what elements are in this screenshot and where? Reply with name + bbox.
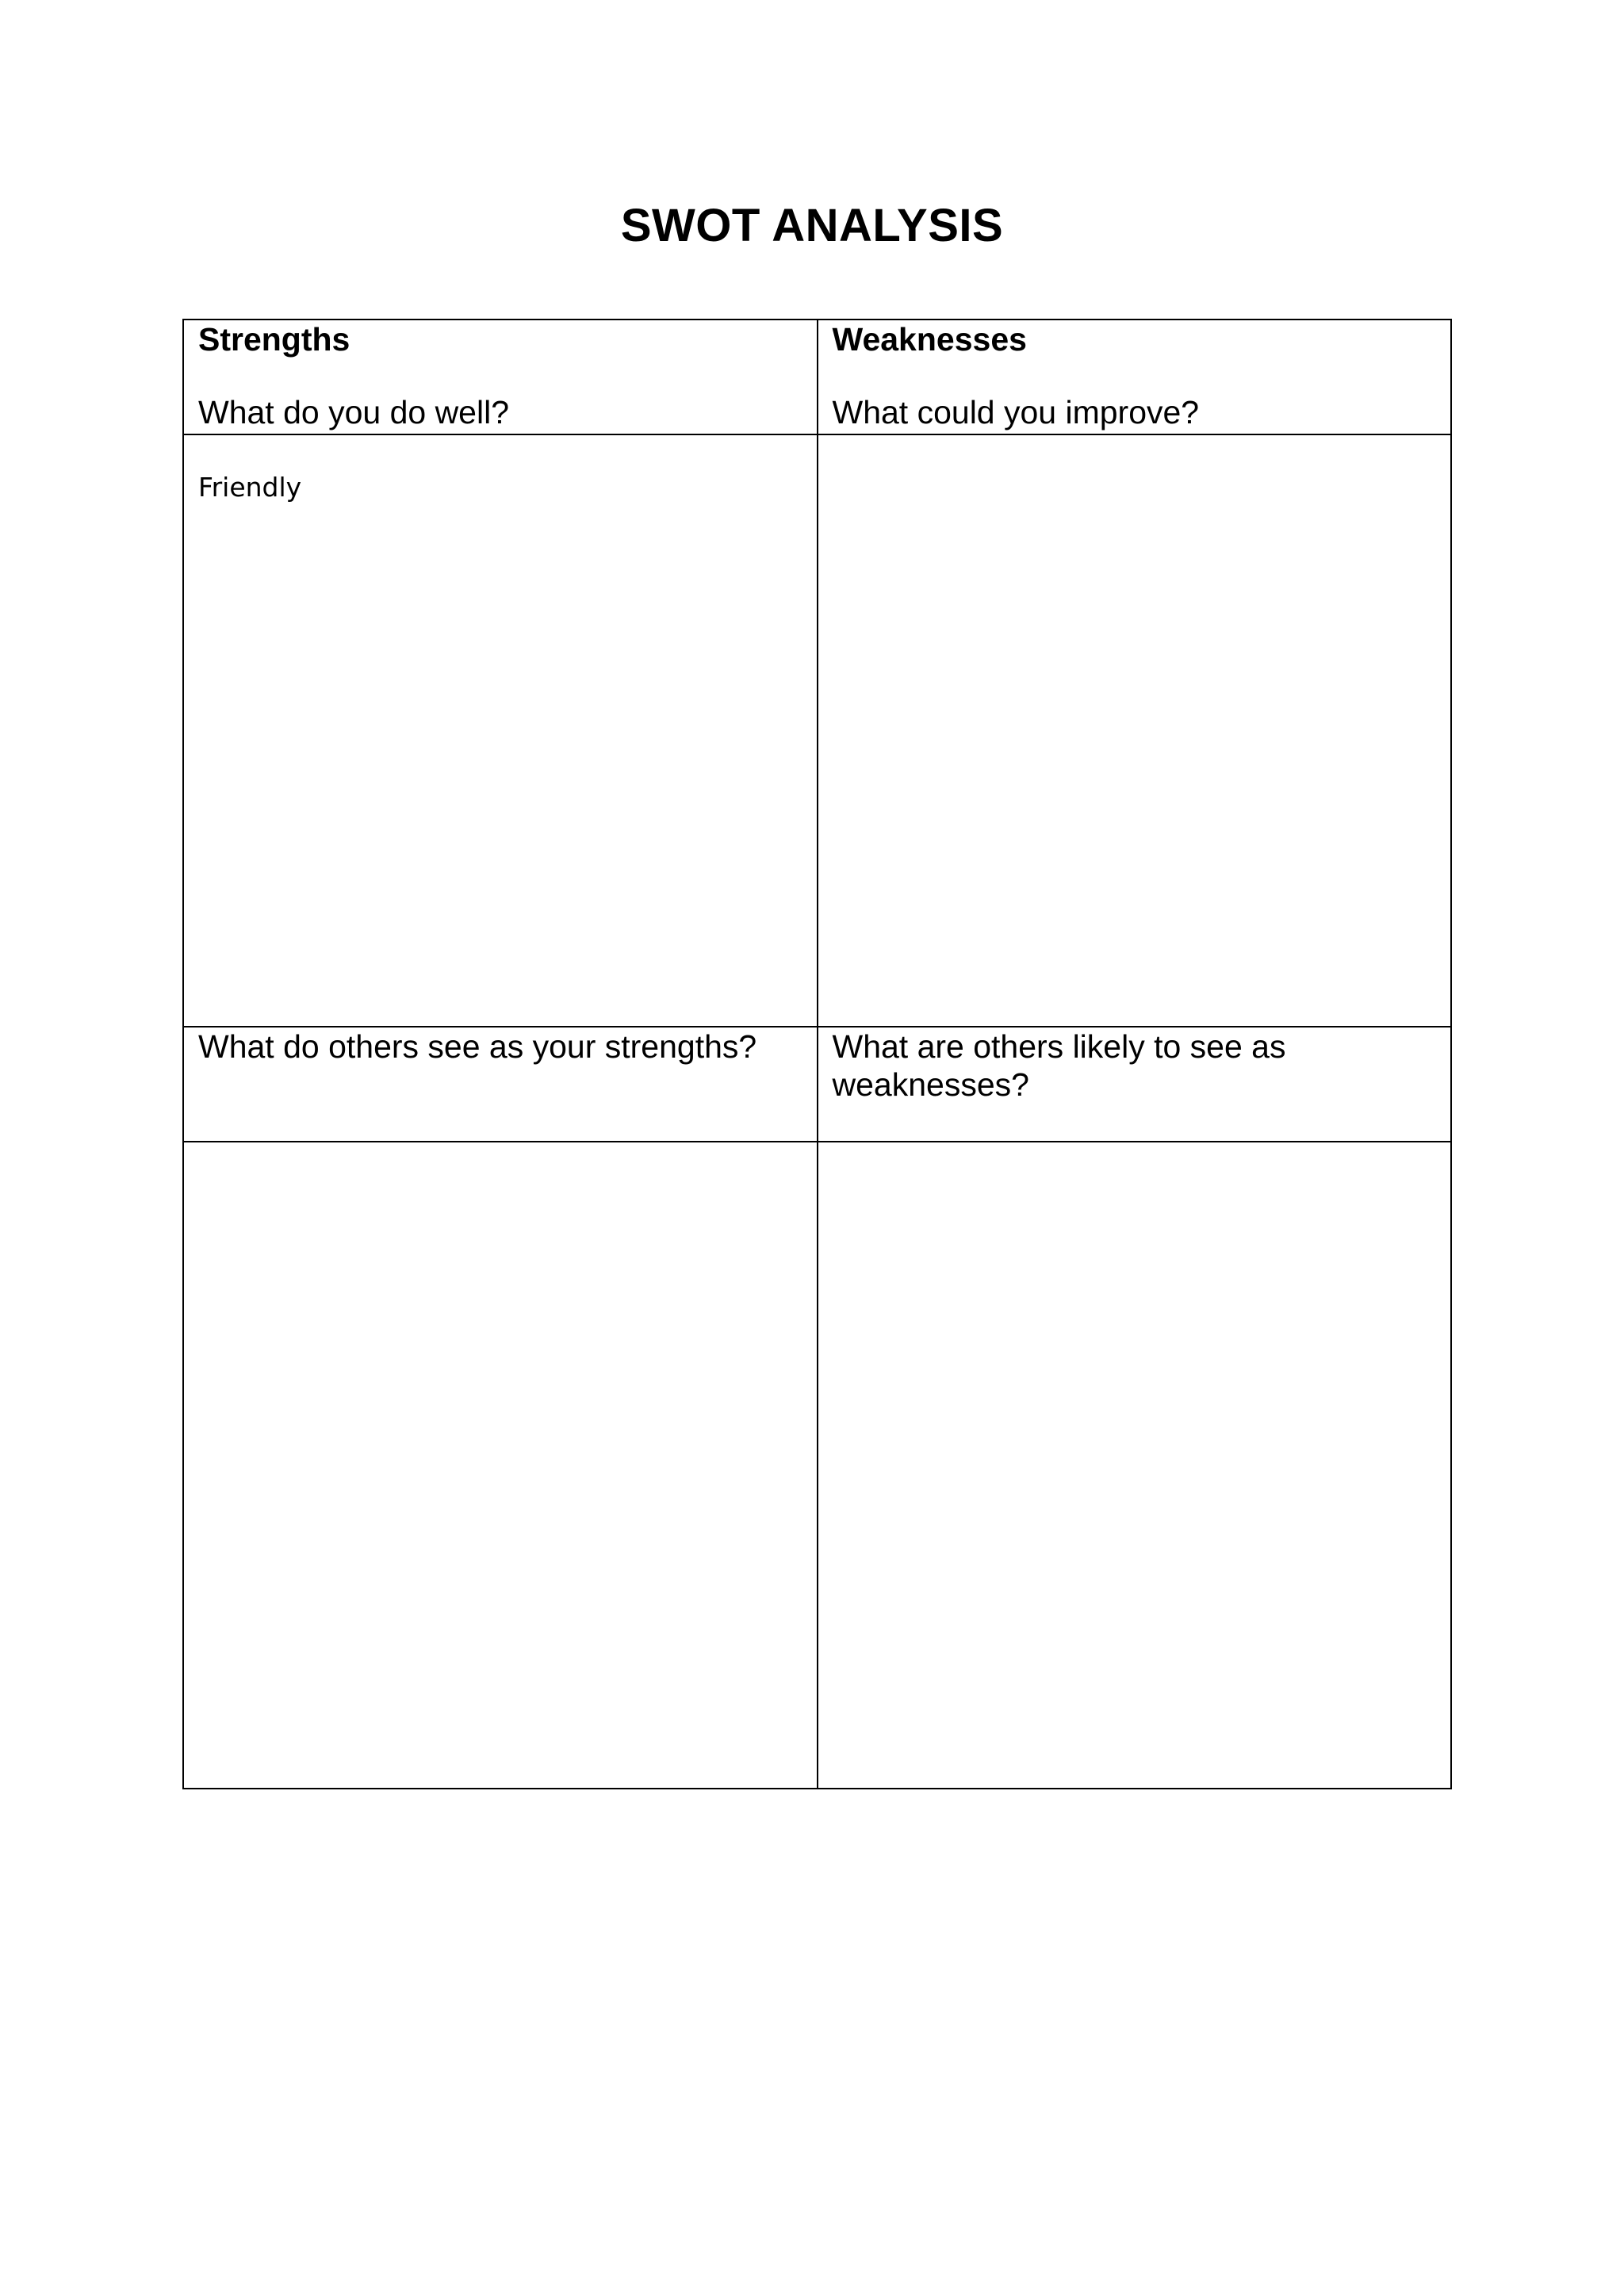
strengths-heading: Strengths [198, 321, 350, 358]
weaknesses-others-question: What are others likely to see as weaknesses? [832, 1028, 1286, 1103]
strengths-others-answer-cell[interactable] [183, 1142, 818, 1789]
weaknesses-header-cell [818, 320, 1452, 434]
table-row [183, 1027, 1451, 1142]
weaknesses-question: What could you improve? [832, 394, 1200, 430]
table-row [183, 320, 1451, 434]
strengths-others-question: What do others see as your strengths? [198, 1028, 757, 1065]
weaknesses-others-cell [818, 1027, 1452, 1142]
weaknesses-others-answer-cell[interactable] [818, 1142, 1452, 1789]
weaknesses-heading: Weaknesses [832, 321, 1027, 358]
strengths-question: What do you do well? [198, 394, 510, 430]
page-title: SWOT ANALYSIS [620, 200, 1004, 251]
strengths-others-cell [183, 1027, 818, 1142]
swot-table [182, 319, 1452, 1789]
table-row [183, 1142, 1451, 1789]
table-row [183, 434, 1451, 1027]
strengths-answer-cell[interactable] [183, 434, 818, 1027]
weaknesses-answer-cell[interactable] [818, 434, 1452, 1027]
strengths-entry: Friendly [198, 472, 302, 503]
strengths-header-cell [183, 320, 818, 434]
